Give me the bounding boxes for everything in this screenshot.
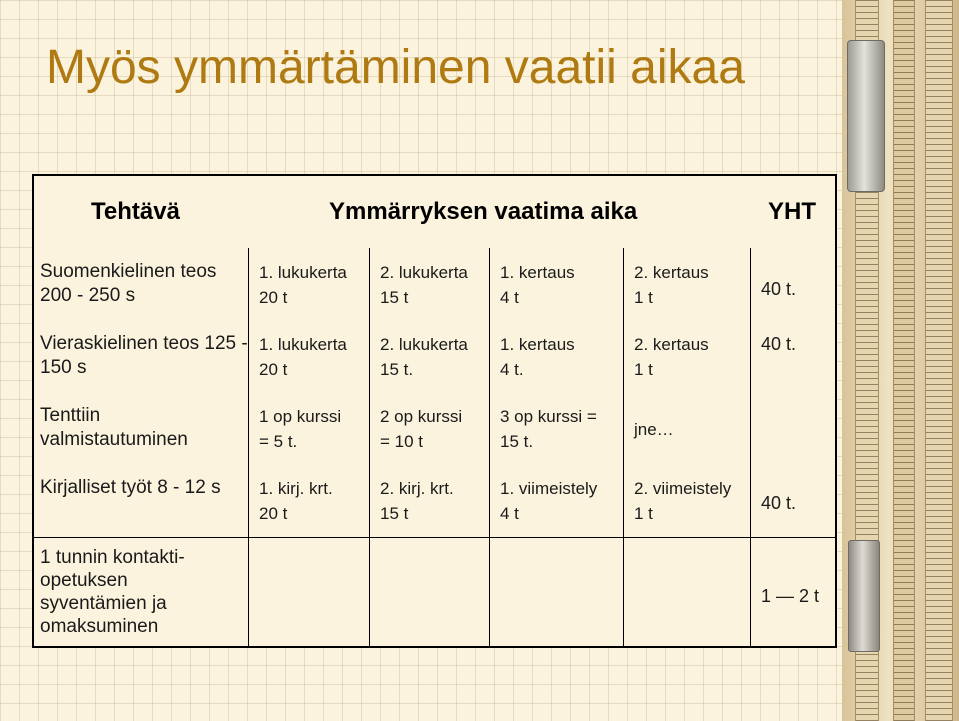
time-cell <box>248 248 369 320</box>
time-cell <box>623 320 750 392</box>
time-cell <box>248 320 369 392</box>
header-time: Ymmärryksen vaatima aika <box>329 198 638 225</box>
empty-cell <box>623 538 750 646</box>
time-cell-line2: 20 t <box>259 288 288 307</box>
time-cell-line1: 2. kertaus <box>634 263 709 282</box>
total-cell: 40 t. <box>750 464 835 537</box>
ruler-metal-clip <box>848 540 880 652</box>
time-cell-line2: 4 t. <box>500 360 524 379</box>
time-cell-line1: 1. lukukerta <box>259 335 347 354</box>
time-cell-line2: 20 t <box>259 360 288 379</box>
time-cell <box>369 392 489 464</box>
time-cell-line2: 4 t <box>500 288 519 307</box>
table-row <box>34 320 835 392</box>
time-cell-line1: 1. kertaus <box>500 263 575 282</box>
time-cell-line2: 4 t <box>500 504 519 523</box>
header-total: YHT <box>768 198 816 225</box>
ruler-right <box>925 0 953 721</box>
time-cell-line1: 1 op kurssi <box>259 407 342 426</box>
time-cell-line2: 1 t <box>634 288 653 307</box>
page-title: Myös ymmärtäminen vaatii aikaa <box>46 41 745 94</box>
time-cell-line2: = 10 t <box>380 432 424 451</box>
task-cell: 1 tunnin kontakti-opetuksen syventämien ja omaksuminen <box>40 547 185 637</box>
time-cell-line1: 1. lukukerta <box>259 263 347 282</box>
time-cell-line1: 2. kertaus <box>634 335 709 354</box>
time-cell-line2: 1 t <box>634 504 653 523</box>
table-row <box>34 248 835 320</box>
time-cell-line1: 2. lukukerta <box>380 263 468 282</box>
time-cell <box>369 320 489 392</box>
time-cell-line1: 2. lukukerta <box>380 335 468 354</box>
time-cell-line1: 2 op kurssi <box>380 407 463 426</box>
time-cell-line2: 20 t <box>259 504 288 523</box>
time-table <box>32 174 837 648</box>
time-cell-line1: 1. kirj. krt. <box>259 479 333 498</box>
ruler-middle <box>893 0 915 721</box>
task-cell: Vieraskielinen teos 125 - 150 s <box>40 333 248 378</box>
table-row <box>34 464 835 538</box>
time-cell <box>623 464 750 537</box>
ruler-hinge <box>847 40 885 192</box>
table-header-row <box>34 176 835 248</box>
time-cell <box>623 392 750 464</box>
time-cell-line1: 2. kirj. krt. <box>380 479 454 498</box>
time-cell-line2: 1 t <box>634 360 653 379</box>
time-cell-line1: 3 op kurssi = <box>500 407 597 426</box>
total-cell: 40 t. <box>750 320 835 392</box>
time-cell-line2: 15 t <box>380 288 409 307</box>
time-cell-line2: 15 t <box>380 504 409 523</box>
time-cell <box>369 248 489 320</box>
time-cell <box>369 464 489 537</box>
header-task: Tehtävä <box>91 198 180 225</box>
task-cell: Suomenkielinen teos 200 - 250 s <box>40 261 217 306</box>
time-cell <box>623 248 750 320</box>
time-cell-line2: 15 t. <box>380 360 414 379</box>
time-cell <box>489 392 623 464</box>
time-cell-line2: 15 t. <box>500 432 534 451</box>
time-cell-line1: 1. viimeistely <box>500 479 598 498</box>
time-cell-line1: jne… <box>634 420 674 439</box>
table-row <box>34 392 835 464</box>
time-cell <box>248 392 369 464</box>
total-cell: 1 — 2 t <box>750 538 835 646</box>
task-cell: Kirjalliset työt 8 - 12 s <box>40 477 221 498</box>
time-cell-line1: 2. viimeistely <box>634 479 732 498</box>
time-cell <box>489 464 623 537</box>
total-cell <box>750 392 835 464</box>
time-cell-line2: = 5 t. <box>259 432 298 451</box>
empty-cell <box>489 538 623 646</box>
time-cell <box>489 320 623 392</box>
time-cell <box>248 464 369 537</box>
total-cell: 40 t. <box>750 248 835 320</box>
empty-cell <box>369 538 489 646</box>
table-row <box>34 538 835 646</box>
empty-cell <box>248 538 369 646</box>
time-cell-line1: 1. kertaus <box>500 335 575 354</box>
time-cell <box>489 248 623 320</box>
task-cell: Tenttiin valmistautuminen <box>40 405 188 450</box>
